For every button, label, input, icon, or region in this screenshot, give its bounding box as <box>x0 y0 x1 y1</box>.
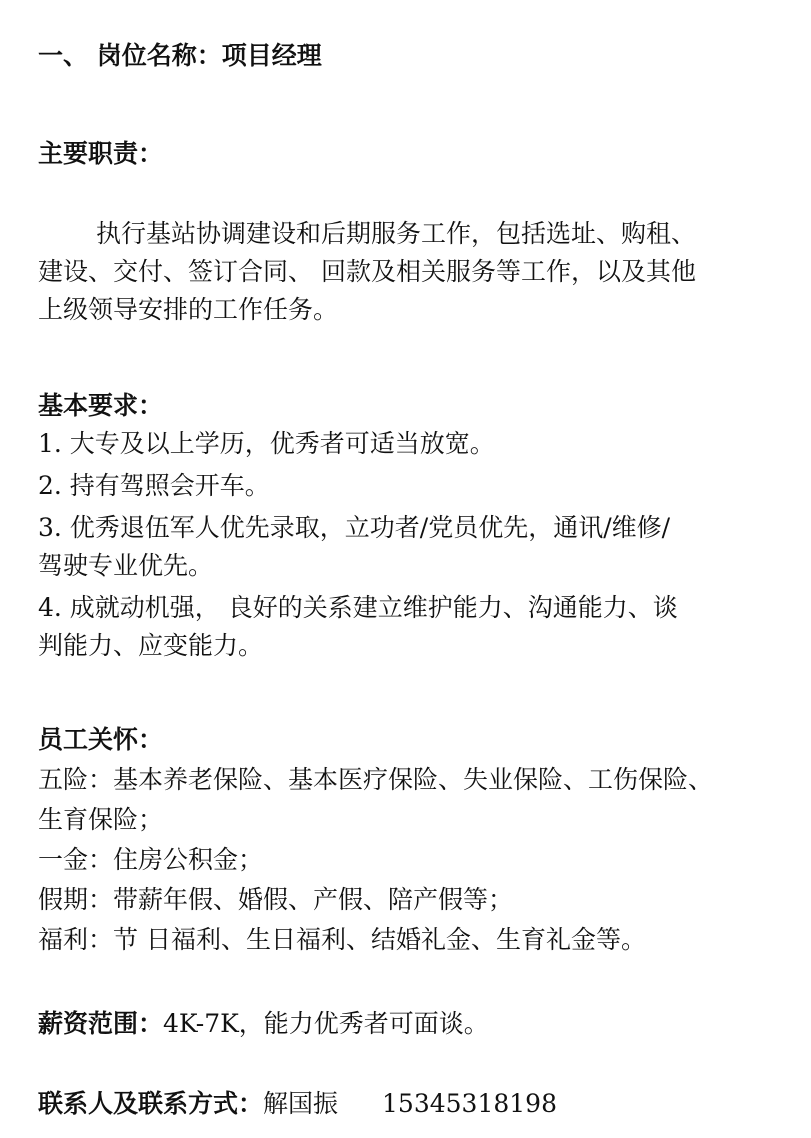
requirement-item-continuation: 驾驶专业优先。 <box>38 551 214 580</box>
salary-label: 薪资范围： <box>38 1009 164 1038</box>
salary-line <box>38 1006 489 1042</box>
benefit-line: 五险：基本养老保险、基本医疗保险、失业保险、工伤保险、 <box>38 765 714 794</box>
duties-line: 建设、交付、签订合同、 回款及相关服务等工作，以及其他 <box>38 257 696 286</box>
requirement-item-continuation: 判能力、应变能力。 <box>38 631 264 660</box>
requirement-item: 2. 持有驾照会开车。 <box>38 471 270 500</box>
benefit-line: 一金：住房公积金； <box>38 845 264 874</box>
benefit-line: 假期：带薪年假、婚假、产假、陪产假等； <box>38 885 514 914</box>
requirement-item: 1. 大专及以上学历，优秀者可适当放宽。 <box>38 429 495 458</box>
contact-phone: 15345318198 <box>382 1089 557 1118</box>
contact-name: 解国振 <box>263 1089 339 1118</box>
benefit-line: 福利：节 日福利、生日福利、结婚礼金、生育礼金等。 <box>38 925 646 954</box>
duties-line: 执行基站协调建设和后期服务工作，包括选址、购租、 <box>96 219 697 248</box>
benefit-line: 生育保险； <box>38 805 164 834</box>
duties-heading: 主要职责： <box>38 139 164 168</box>
contact-line <box>38 1086 557 1122</box>
duties-line: 上级领导安排的工作任务。 <box>38 295 339 324</box>
benefits-heading: 员工关怀： <box>38 725 164 754</box>
requirement-item: 4. 成就动机强， 良好的关系建立维护能力、沟通能力、谈 <box>38 593 678 622</box>
page-title: 一、 岗位名称：项目经理 <box>38 41 322 70</box>
requirement-item: 3. 优秀退伍军人优先录取，立功者/党员优先，通讯/维修/ <box>38 513 671 542</box>
contact-label: 联系人及联系方式： <box>38 1089 264 1118</box>
salary-value: 4K-7K，能力优秀者可面谈。 <box>163 1009 489 1038</box>
requirements-heading: 基本要求： <box>38 391 164 420</box>
